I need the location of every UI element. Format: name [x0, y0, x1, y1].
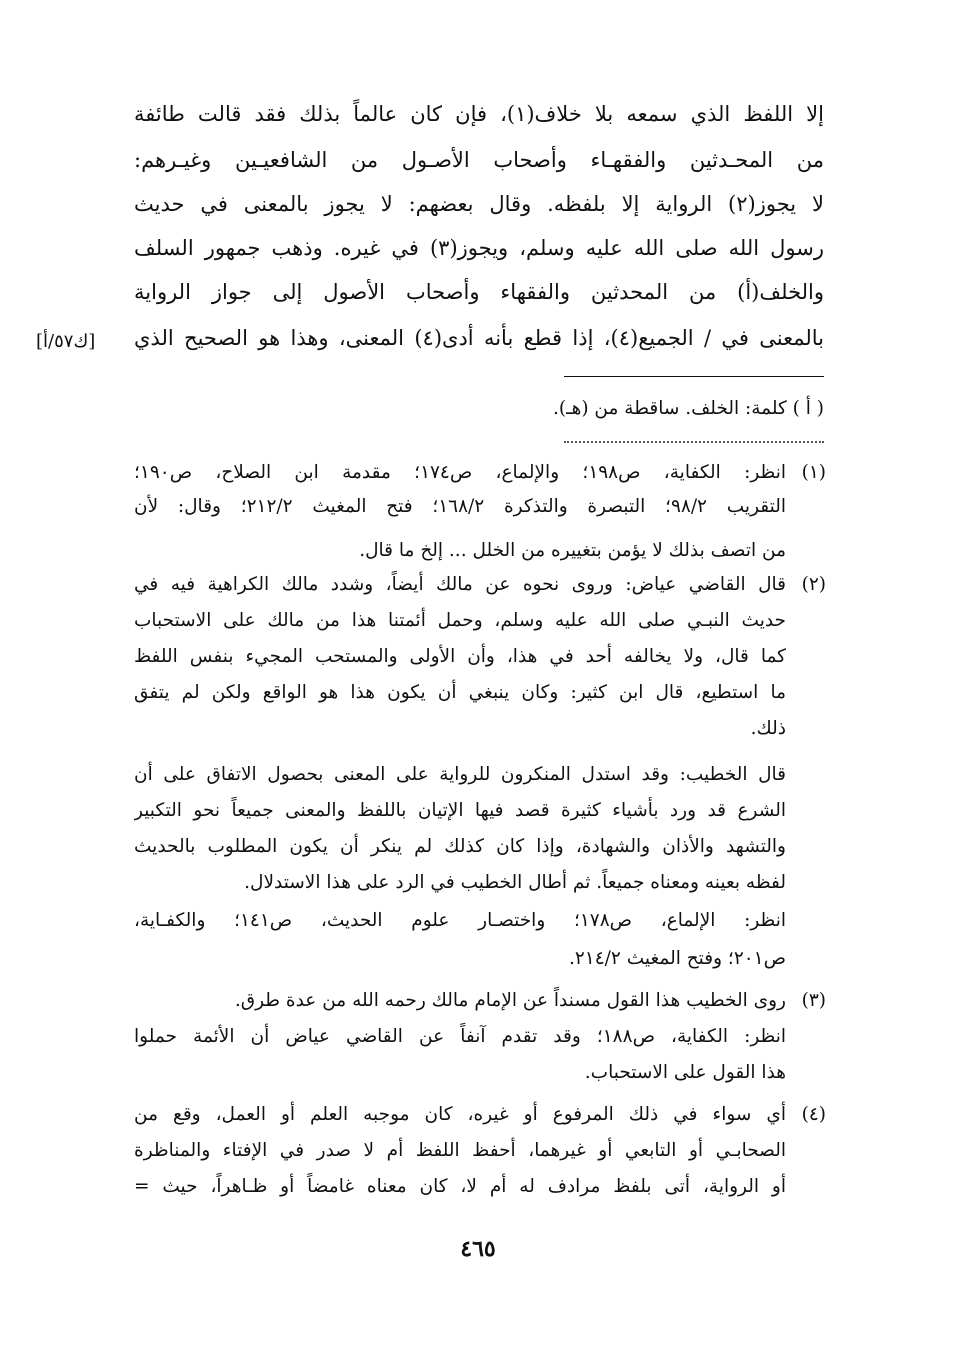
main-text-line: رسول الله صلى الله عليه وسلم، ويجوز(٣) في غيره. وذهب جمهور السلف	[134, 236, 824, 260]
main-text-line: لا يجوز(٢) الرواية إلا بلفظه. وقال بعضهم: لا يجوز بالمعنى في حديث	[134, 192, 824, 216]
footnote-line: الشرع قد ورد بأشياء كثيرة قصد فيها الإتيان باللفظ والمعنى جميعاً نحو التكبير	[134, 800, 786, 821]
footnote-line: لفظه بعينه ومعناه جميعاً. ثم أطال الخطيب في الرد على هذا الاستدلال.	[244, 872, 786, 893]
footnote-separator	[564, 376, 824, 377]
footnote-line: التقريب ٩٨/٢؛ التبصرة والتذكرة ١٦٨/٢؛ فتح المغيث ٢١٢/٢؛ وقال: لأن	[134, 496, 786, 517]
main-text-line: من المحـدثين والفقهـاء وأصحاب الأصـول من الشافعيـين وغيـرهم:	[134, 148, 824, 172]
footnote-line: هذا القول على الاستحباب.	[584, 1062, 786, 1083]
footnote-number: (٣)	[801, 990, 826, 1011]
footnote-line: انظر: الإلماع، ص١٧٨؛ واختصـار علوم الحديث، ص١٤١؛ والكفـاية،	[134, 910, 786, 931]
footnote-line: قال القاضي عياض: وروى نحوه عن مالك أيضاً، وشدد مالك الكراهية فيه في	[134, 574, 786, 595]
footnote-line: من اتصف بذلك لا يؤمن بتغييره من الخلل ... إلخ ما قال.	[359, 540, 786, 561]
manuscript-folio-reference: [ك٥٧/أ]	[36, 331, 96, 352]
footnote-line: انظر: الكفاية، ص١٩٨؛ والإلماع، ص١٧٤؛ مقدمة ابن الصلاح، ص١٩٠؛	[134, 462, 786, 483]
footnote-line: كما قال، ولا يخالفه أحد في هذا، وأن الأولى والمستحب المجيء بنفس اللفظ	[134, 646, 786, 667]
footnote-number: (٤)	[801, 1104, 826, 1125]
main-text-line: والخلف(أ) من المحدثين والفقهاء وأصحاب الأصول إلى جواز الرواية	[134, 280, 824, 304]
page-number: ٤٦٥	[460, 1236, 496, 1262]
main-text-line: بالمعنى في / الجميع(٤)، إذا قطع بأنه أدى(٤) المعنى، وهذا هو الصحيح الذي	[134, 326, 824, 350]
footnote-line: حديث النبـي صلى الله عليه وسلم، وحمل أئمتنا هذا من مالك على الاستحباب	[134, 610, 786, 631]
footnote-line: الصحابـي أو التابعي أو غيرهما، أحفظ اللفظ أم لا صدر في الإفتاء والمناظرة	[134, 1140, 786, 1161]
footnote-line: انظر: الكفاية، ص١٨٨؛ وقد تقدم آنفاً عن القاضي عياض أن الأئمة حملوا	[134, 1026, 786, 1047]
apparatus-note: ( أ ) كلمة: الخلف. ساقطة من (هـ).	[553, 398, 824, 419]
footnote-line: والتشهد والأذان والشهادة، وإذا كان كذلك لم ينكر أن يكون المطلوب بالحديث	[134, 836, 786, 857]
dotted-separator	[564, 441, 824, 443]
footnote-line: ذلك.	[750, 718, 786, 739]
footnote-line: أو الرواية، أتى بلفظ مرادف له أم لا، كان معناه غامضاً أو ظـاهراً، حيث =	[134, 1176, 786, 1197]
footnote-line: أي سواء في ذلك المرفوع أو غيره، كان موجبه العلم أو العمل، وقع من	[134, 1104, 786, 1125]
footnote-number: (٢)	[801, 574, 826, 595]
footnote-line: قال الخطيب: وقد استدل المنكرون للرواية على المعنى بحصول الاتفاق على أن	[134, 764, 786, 785]
footnote-line: ما استطيع، قال ابن كثير: وكان ينبغي أن يكون هذا هو الواقع ولكن لم يتفق	[134, 682, 786, 703]
footnote-line: ص٢٠١؛ وفتح المغيث ٢١٤/٢.	[568, 948, 786, 969]
footnote-number: (١)	[801, 462, 826, 483]
main-text-line: إلا اللفظ الذي سمعه بلا خلاف(١)، فإن كان عالماً بذلك فقد قالت طائفة	[134, 102, 824, 126]
footnote-line: روى الخطيب هذا القول مسنداً عن الإمام مالك رحمه الله من عدة طرق.	[234, 990, 786, 1011]
